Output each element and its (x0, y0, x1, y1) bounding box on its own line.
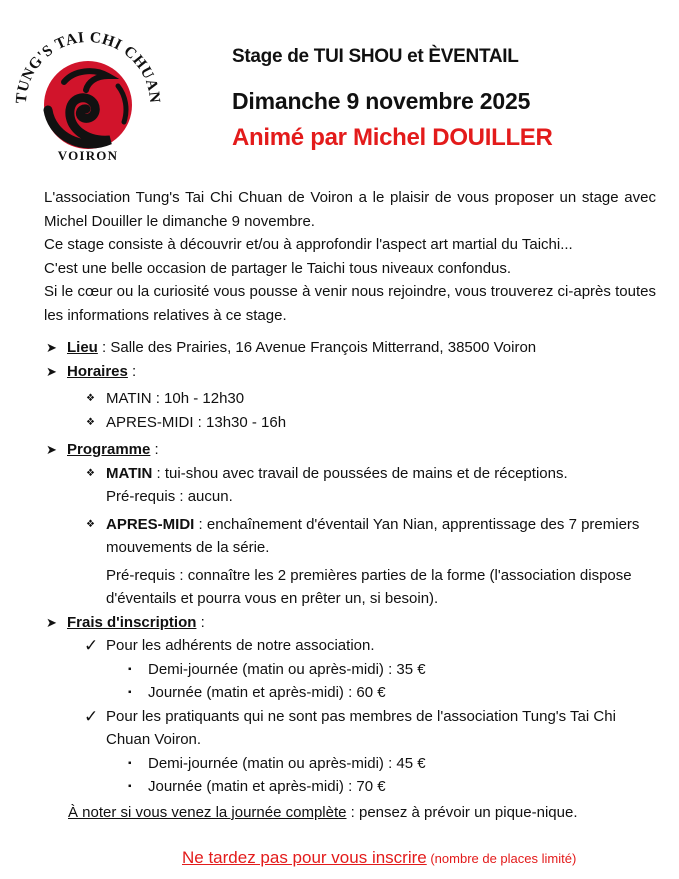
details-list (44, 336, 656, 799)
checkmark-bullet-icon: ✓ (84, 636, 99, 655)
horaire-apres-midi (44, 411, 656, 435)
tarif-non-membres-demi-text: Demi-journée (matin ou après-midi) : 45 € (148, 754, 426, 772)
registration-call (182, 848, 576, 868)
tarif-adherents (44, 634, 656, 658)
horaires-label: Horaires (67, 362, 128, 380)
horaire-apres-midi-text: APRES-MIDI : 13h30 - 16h (106, 413, 287, 431)
tarif-adherents-demi-text: Demi-journée (matin ou après-midi) : 35 € (148, 660, 426, 678)
square-bullet-icon: ▪ (128, 781, 132, 792)
tarif-non-membres (44, 705, 656, 752)
programme-matin-prereq: Pré-requis : aucun. (106, 488, 233, 505)
intro-paragraph: Ce stage consiste à découvrir et/ou à approfondir l'aspect art martial du Taichi... (44, 236, 573, 253)
horaire-matin-text: MATIN : 10h - 12h30 (106, 390, 245, 407)
tarif-adherents-text: Pour les adhérents de notre association. (106, 637, 375, 654)
programme-apres-midi-text: : enchaînement d'éventail Yan Nian, apprentissage des 7 premiers mouvements de la série. (106, 515, 640, 556)
logo-arc-text: TUNG'S TAI CHI CHUAN (12, 30, 162, 105)
square-bullet-icon: ▪ (128, 687, 132, 698)
programme-apres-midi-prereq: Pré-requis : connaître les 2 premières parties de la forme (l'association dispose d'éventails et pourra vous en prêter un, si besoin). (106, 566, 632, 607)
horaires-item (44, 360, 656, 384)
diamond-bullet-icon: ❖ (86, 518, 95, 530)
diamond-bullet-icon: ❖ (86, 393, 95, 404)
programme-matin-text: : tui-shou avec travail de poussées de mains et de réceptions. (152, 464, 568, 482)
tarif-adherents-journee (44, 681, 656, 705)
lieu-label: Lieu (67, 339, 98, 356)
stage-date: Dimanche 9 novembre 2025 (232, 88, 531, 114)
intro-paragraph: L'association Tung's Tai Chi Chuan de Voiron a le plaisir de vous proposer un stage avec Michel Douiller le dimanche 9 novembre. (44, 189, 656, 230)
lieu-value: : Salle des Prairies, 16 Avenue François Mitterrand, 38500 Voiron (97, 339, 537, 356)
arrow-bullet-icon: ➤ (46, 363, 57, 379)
programme-item (44, 438, 656, 462)
tai-chi-logo-icon (12, 30, 162, 165)
arrow-bullet-icon: ➤ (46, 442, 57, 457)
diamond-bullet-icon: ❖ (86, 416, 95, 428)
intro-paragraph: C'est une belle occasion de partager le Taichi tous niveaux confondus. (44, 259, 512, 277)
horaire-matin (44, 387, 656, 411)
stage-animator: Animé par Michel DOUILLER (232, 124, 553, 151)
tarif-non-membres-journee-text: Journée (matin et après-midi) : 70 € (148, 778, 386, 795)
intro-paragraph: Si le cœur ou la curiosité vous pousse à venir nous rejoindre, vous trouverez ci-après toutes les informations relatives à ce stage. (44, 283, 656, 324)
checkmark-bullet-icon: ✓ (84, 706, 99, 726)
frais-label: Frais d'inscription (67, 613, 197, 631)
frais-separator: : (196, 613, 205, 631)
programme-matin (44, 462, 656, 486)
club-logo (12, 30, 162, 165)
stage-title: Stage de TUI SHOU et ÈVENTAIL (232, 46, 519, 67)
square-bullet-icon: ▪ (128, 663, 132, 675)
registration-main: Ne tardez pas pour vous inscrire (182, 848, 427, 867)
note-text: : pensez à prévoir un pique-nique. (346, 804, 578, 821)
note-label: À noter si vous venez la journée complète (68, 804, 347, 821)
picnic-note (68, 804, 577, 821)
registration-aside: (nombre de places limité) (426, 851, 577, 866)
arrow-bullet-icon: ➤ (46, 614, 57, 630)
horaires-separator: : (127, 362, 137, 380)
programme-apres-midi (44, 513, 656, 560)
tarif-non-membres-journee (44, 775, 656, 799)
programme-label: Programme (67, 441, 151, 458)
diamond-bullet-icon: ❖ (86, 467, 95, 479)
programme-matin-label: MATIN (106, 464, 153, 482)
lieu-item (44, 336, 656, 360)
logo-city: VOIRON (57, 148, 119, 163)
intro-text (44, 186, 656, 327)
programme-apres-midi-label: APRES-MIDI (106, 515, 195, 533)
tarif-adherents-demi (44, 658, 656, 682)
square-bullet-icon: ▪ (128, 757, 132, 769)
tarif-adherents-journee-text: Journée (matin et après-midi) : 60 € (148, 684, 386, 701)
tarif-non-membres-demi (44, 752, 656, 776)
programme-separator: : (150, 441, 159, 458)
tarif-non-membres-text: Pour les pratiquants qui ne sont pas membres de l'association Tung's Tai Chi Chuan Voiron. (106, 707, 616, 748)
arrow-bullet-icon: ➤ (46, 340, 57, 355)
frais-item (44, 611, 656, 635)
